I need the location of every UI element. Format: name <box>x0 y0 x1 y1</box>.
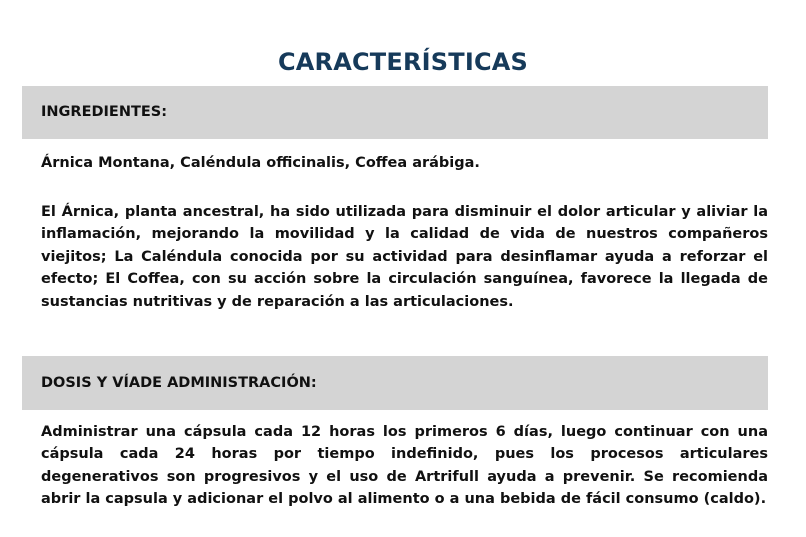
section-heading-dosage: DOSIS Y VÍADE ADMINISTRACIÓN: <box>22 356 768 410</box>
dosage-description: Administrar una cápsula cada 12 horas los primeros 6 días, luego continuar con una cápsula cada 24 horas por tiempo indefinido, pues los procesos articulares degenerativos son progresivos y el uso de Artrifull ayuda a prevenir. Se recomienda abrir la capsula y adicionar el polvo al alimento o a una bebida de fácil consumo (caldo). <box>41 424 768 508</box>
section-heading-ingredients: INGREDIENTES: <box>22 86 768 139</box>
page-title: CARACTERÍSTICAS <box>277 48 529 77</box>
ingredients-list: Árnica Montana, Caléndula officinalis, Coffea arábiga. <box>41 155 480 171</box>
ingredients-description: El Árnica, planta ancestral, ha sido utilizada para disminuir el dolor articular y aliviar la inflamación, mejorando la movilidad y la calidad de vida de nuestros compañeros viejitos; La Caléndula conocida por su actividad para desinflamar ayuda a reforzar el efecto; El Coffea, con su acción sobre la circulación sanguínea, favorece la llegada de sustancias nutritivas y de reparación a las articulaciones. <box>41 204 768 310</box>
